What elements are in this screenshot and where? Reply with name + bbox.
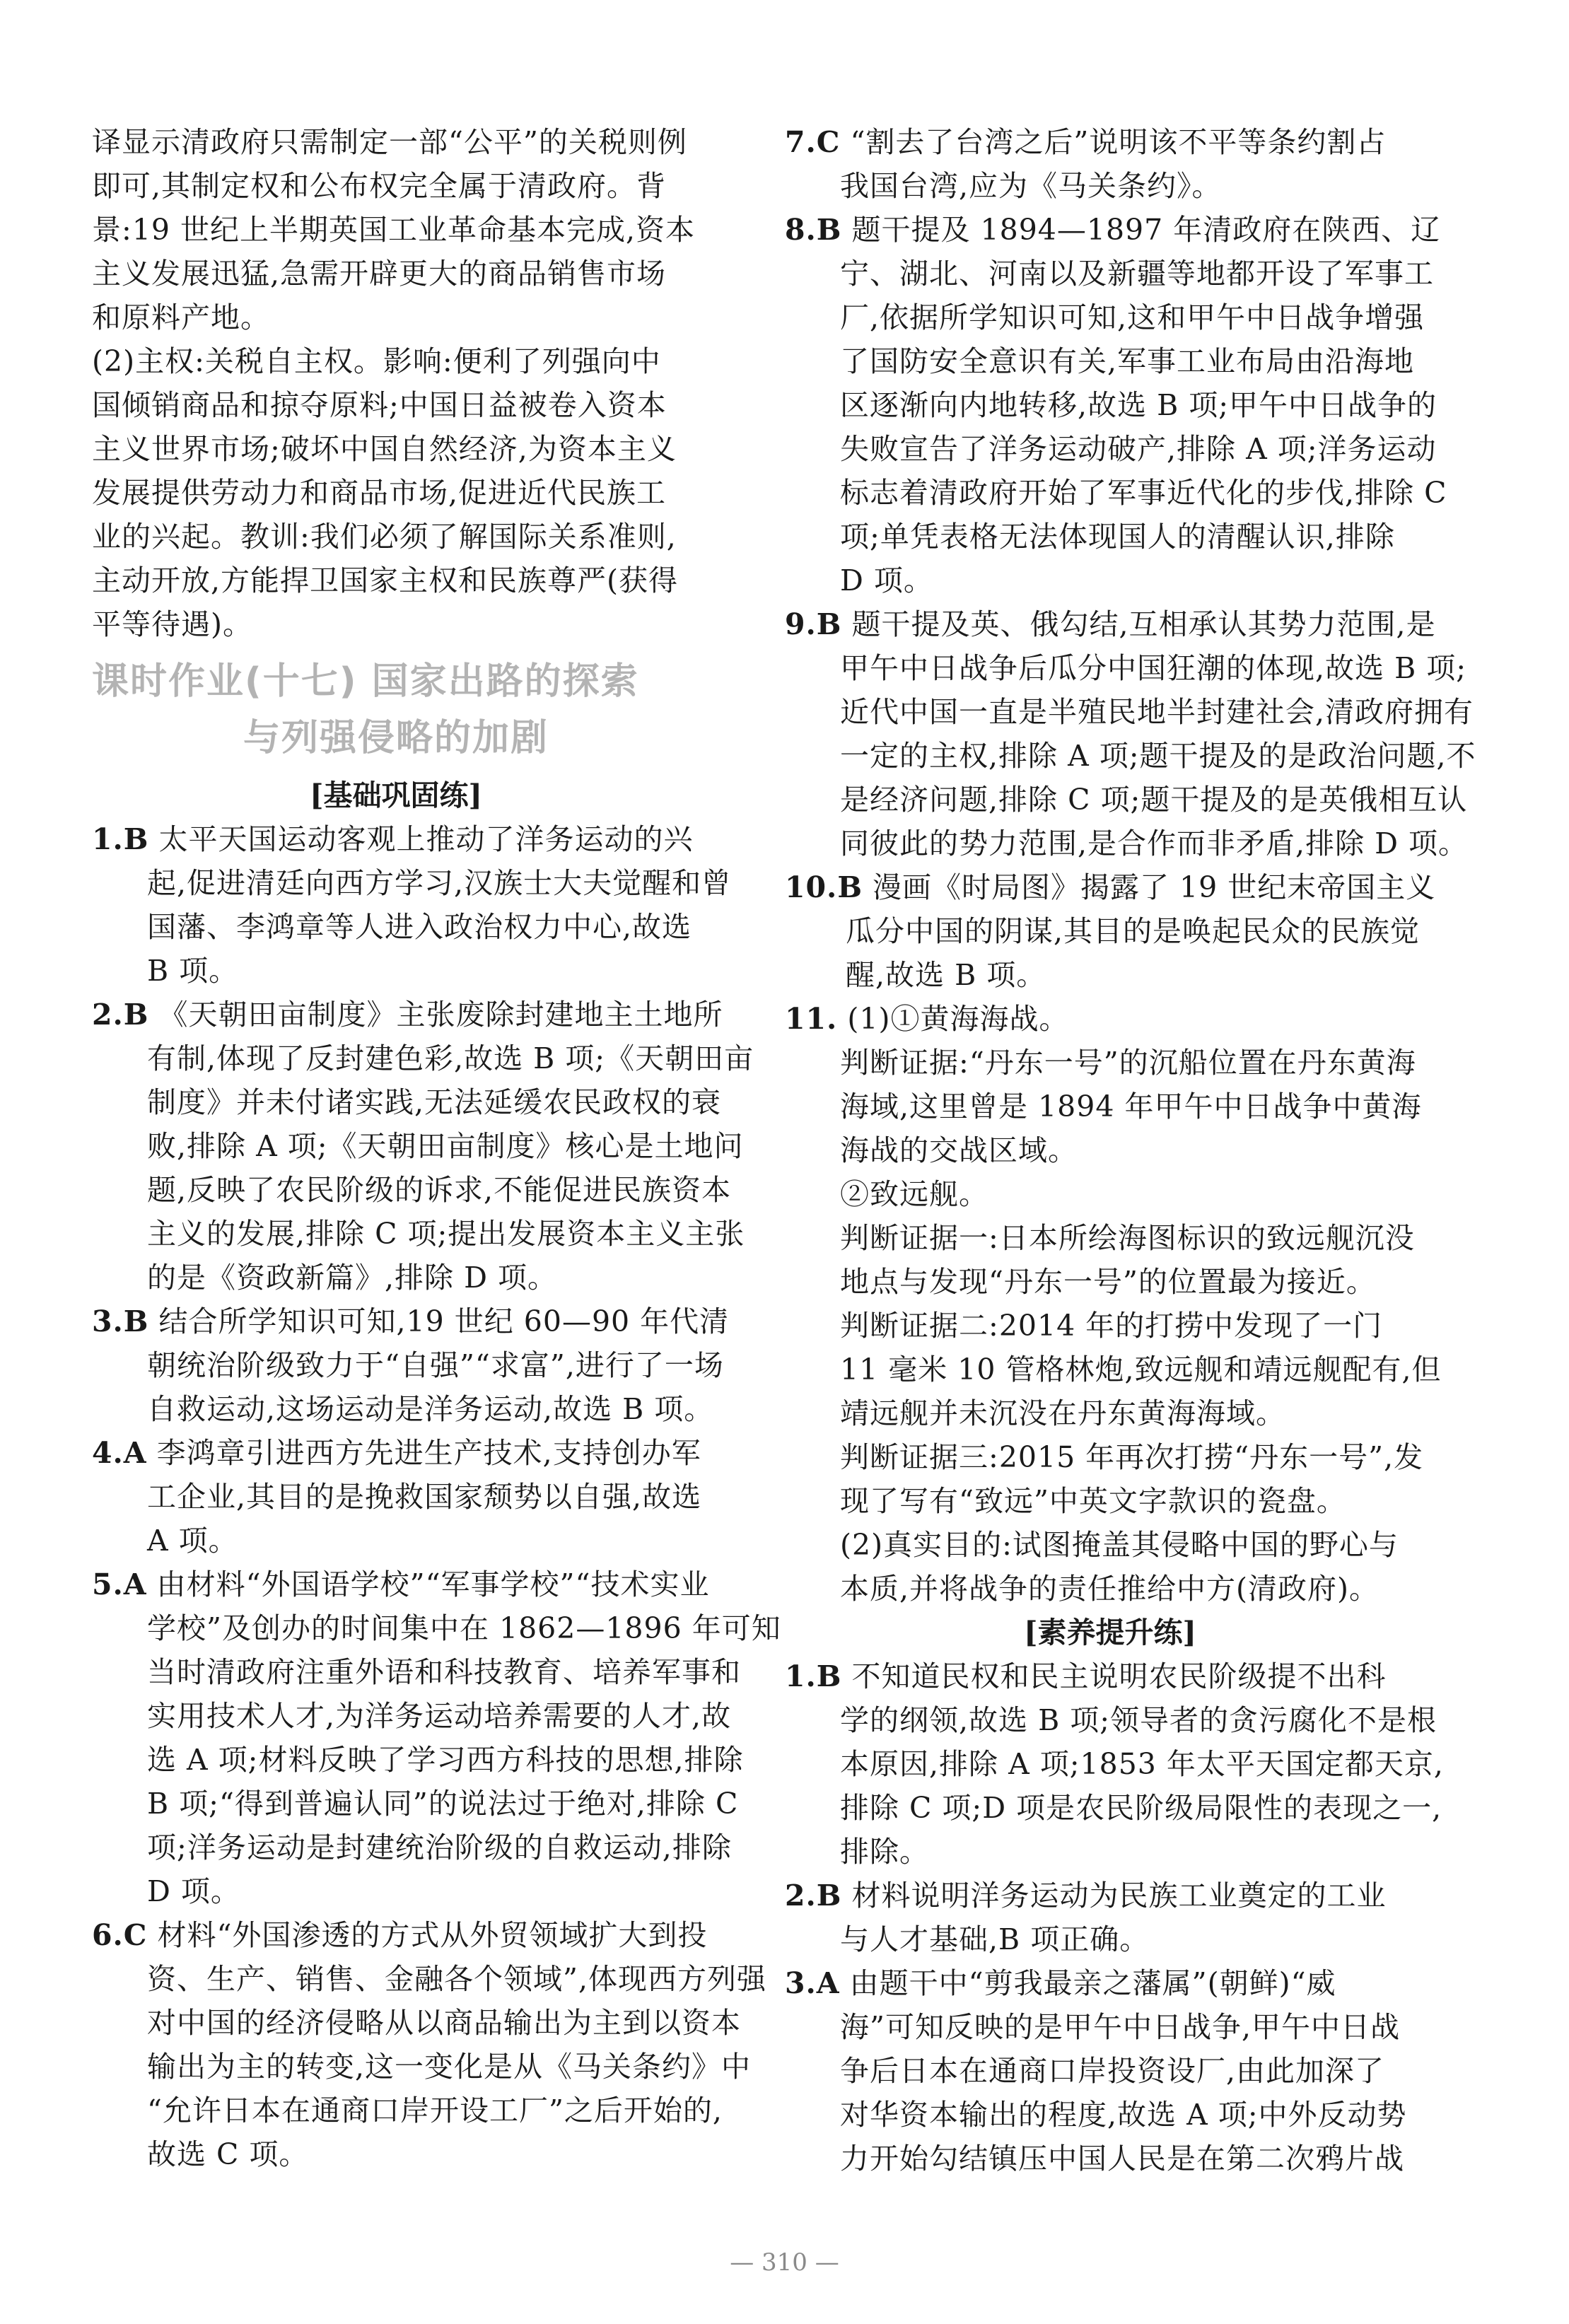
answer-line: 现了写有“致远”中英文字款识的瓷盘。	[840, 1484, 1346, 1518]
improve-answer-1	[785, 1654, 1444, 1874]
page-number: — 310 —	[730, 2248, 839, 2277]
answer-line: 输出为主的转变,这一变化是从《马关条约》中	[147, 2050, 752, 2084]
answer-number: 8.B	[785, 213, 842, 247]
answer-line	[785, 1961, 1435, 2005]
answer-line	[92, 817, 700, 861]
answer-line	[92, 1913, 708, 1957]
answer-number: 7.C	[785, 125, 841, 159]
spacer	[92, 646, 700, 653]
answer-text: 由题干中“剪我最亲之藩属”(朝鲜)“威	[839, 1966, 1336, 2000]
intro-line: 国倾销商品和掠夺原料;中国日益被卷入资本	[92, 388, 667, 422]
answer-line: 起,促进清廷向西方学习,汉族士大夫觉醒和曾	[147, 866, 732, 900]
answer-line: D 项。	[147, 1874, 240, 1908]
answer-line: 资、生产、销售、金融各个领域”,体现西方列强	[147, 1962, 766, 1996]
answer-line	[92, 1431, 700, 1475]
section-heading-improve: [素养提升练]	[1024, 1616, 1196, 1649]
answer-line	[92, 1563, 710, 1606]
answer-text: 由材料“外国语学校”“军事学校”“技术实业	[146, 1567, 710, 1601]
intro-line: 业的兴起。教训:我们必须了解国际关系准则,	[92, 520, 677, 554]
answer-line: 主义的发展,排除 C 项;提出发展资本主义主张	[147, 1217, 745, 1251]
answer-line	[785, 997, 1435, 1041]
answer-number: 2.B	[785, 1879, 842, 1913]
answer-line: 宁、湖北、河南以及新疆等地都开设了军事工	[840, 257, 1434, 291]
answer-text: 李鸿章引进西方先进生产技术,支持创办军	[146, 1436, 701, 1470]
answer-line: B 项。	[147, 954, 239, 988]
answer-line: 同彼此的势力范围,是合作而非矛盾,排除 D 项。	[840, 827, 1469, 860]
answer-line: 失败宣告了洋务运动破产,排除 A 项;洋务运动	[840, 432, 1437, 466]
answer-line: 海”可知反映的是甲午中日战争,甲午中日战	[840, 2010, 1400, 2044]
basic-answer-4	[785, 865, 1435, 997]
left-column	[92, 120, 781, 2176]
basic-answer-6	[92, 1913, 766, 2176]
answer-line: 海战的交战区域。	[840, 1133, 1078, 1167]
answer-line: 判断证据二:2014 年的打捞中发现了一门	[840, 1309, 1383, 1343]
answer-line: 判断证据三:2015 年再次打捞“丹东一号”,发	[840, 1440, 1424, 1474]
intro-line: 译显示清政府只需制定一部“公平”的关税则例	[92, 125, 687, 159]
answer-line	[785, 208, 1441, 252]
answer-line	[785, 1654, 1435, 1698]
answer-line: 甲午中日战争后瓜分中国狂潮的体现,故选 B 项;	[840, 651, 1467, 685]
basic-answer-5	[92, 1563, 781, 1913]
answer-number: 3.A	[785, 1966, 840, 2000]
answer-line: 学校”及创办的时间集中在 1862—1896 年可知	[147, 1611, 781, 1645]
intro-line: 景:19 世纪上半期英国工业革命基本完成,资本	[92, 213, 696, 247]
basic-answer-4	[92, 1431, 700, 1563]
answer-line: ②致远舰。	[840, 1177, 988, 1211]
answer-line: 题,反映了农民阶级的诉求,不能促进民族资本	[147, 1173, 732, 1207]
answer-number: 5.A	[92, 1567, 147, 1601]
answer-line: 标志着清政府开始了军事近代化的步伐,排除 C	[840, 476, 1447, 510]
answer-line: B 项;“得到普遍认同”的说法过于绝对,排除 C	[147, 1787, 739, 1821]
answer-line: 与人才基础,B 项正确。	[840, 1922, 1150, 1956]
answer-line	[92, 1300, 730, 1343]
basic-answer-1	[92, 817, 732, 993]
answer-text: 题干提及 1894—1897 年清政府在陕西、辽	[841, 213, 1441, 247]
answer-line: D 项。	[840, 564, 933, 597]
answer-line	[785, 602, 1435, 646]
answer-number: 10.B	[785, 870, 863, 904]
answer-line: (2)真实目的:试图掩盖其侵略中国的野心与	[840, 1528, 1399, 1562]
answer-line: 地点与发现“丹东一号”的位置最为接近。	[840, 1265, 1376, 1299]
answer-line: 本质,并将战争的责任推给中方(清政府)。	[840, 1572, 1380, 1606]
answer-line: 项;单凭表格无法体现国人的清醒认识,排除	[840, 520, 1395, 554]
answer-text: 漫画《时局图》揭露了 19 世纪末帝国主义	[862, 870, 1436, 904]
answer-line: 11 毫米 10 管格林炮,致远舰和靖远舰配有,但	[840, 1353, 1442, 1386]
answer-number: 1.B	[92, 822, 149, 856]
intro-line: 主动开放,方能捍卫国家主权和民族尊严(获得	[92, 564, 679, 597]
answer-line: 瓜分中国的阴谋,其目的是唤起民众的民族觉	[846, 914, 1421, 948]
basic-answer-3	[92, 1300, 730, 1431]
answer-line: 我国台湾,应为《马关条约》。	[840, 169, 1222, 203]
intro-line: 即可,其制定权和公布权完全属于清政府。背	[92, 169, 667, 203]
answer-line: 区逐渐向内地转移,故选 B 项;甲午中日战争的	[840, 388, 1437, 422]
answer-line: 自救运动,这场运动是洋务运动,故选 B 项。	[147, 1392, 714, 1426]
answer-line	[92, 993, 723, 1037]
answer-number: 6.C	[92, 1918, 148, 1952]
answer-text: 题干提及英、俄勾结,互相承认其势力范围,是	[841, 607, 1436, 641]
answer-line: 有制,体现了反封建色彩,故选 B 项;《天朝田亩	[147, 1041, 754, 1075]
intro-line: 主义世界市场;破坏中国自然经济,为资本主义	[92, 432, 677, 466]
intro-line: (2)主权:关税自主权。影响:便利了列强向中	[92, 344, 661, 378]
answer-line: 力开始勾结镇压中国人民是在第二次鸦片战	[840, 2142, 1404, 2176]
answer-line: 制度》并未付诸实践,无法延缓农民政权的衰	[147, 1085, 722, 1119]
answer-line: 故选 C 项。	[147, 2137, 309, 2171]
answer-line: 是经济问题,排除 C 项;题干提及的是英俄相互认	[840, 783, 1468, 817]
answer-line: 靖远舰并未沉没在丹东黄海海域。	[840, 1396, 1285, 1430]
intro-line: 主义发展迅猛,急需开辟更大的商品销售市场	[92, 257, 667, 291]
answer-number: 4.A	[92, 1436, 147, 1470]
basic-answer-1	[785, 120, 1435, 208]
answer-line: 厂,依据所学知识可知,这和甲午中日战争增强	[840, 300, 1425, 334]
basic-answer-2	[785, 208, 1447, 602]
basic-answer-5	[785, 997, 1442, 1611]
answer-line: 工企业,其目的是挽救国家颓势以自强,故选	[147, 1480, 702, 1514]
answer-line	[785, 1874, 1435, 1917]
section-heading-basic: [基础巩固练]	[310, 778, 482, 812]
answer-number: 11.	[785, 1002, 838, 1036]
answer-text: 结合所学知识可知,19 世纪 60—90 年代清	[148, 1304, 730, 1338]
answer-line: 朝统治阶级致力于“自强”“求富”,进行了一场	[147, 1348, 724, 1382]
answer-line: 醒,故选 B 项。	[846, 958, 1046, 992]
right-column	[785, 120, 1476, 2180]
answer-line: 排除。	[840, 1835, 929, 1869]
answer-line: 对华资本输出的程度,故选 A 项;中外反动势	[840, 2098, 1407, 2132]
intro-line: 平等待遇)。	[92, 607, 252, 641]
answer-line: 近代中国一直是半殖民地半封建社会,清政府拥有	[840, 695, 1474, 729]
answer-line: 的是《资政新篇》,排除 D 项。	[147, 1261, 557, 1295]
answer-line: 项;洋务运动是封建统治阶级的自救运动,排除	[147, 1830, 732, 1864]
basic-answer-3	[785, 602, 1476, 865]
basic-answer-2	[92, 993, 754, 1300]
intro-line: 和原料产地。	[92, 300, 270, 334]
improve-answer-3	[785, 1961, 1435, 2180]
answer-text: 不知道民权和民主说明农民阶级提不出科	[841, 1659, 1387, 1693]
answer-line: 了国防安全意识有关,军事工业布局由沿海地	[840, 344, 1415, 378]
answer-line: “允许日本在通商口岸开设工厂”之后开始的,	[147, 2094, 723, 2127]
answer-number: 1.B	[785, 1659, 842, 1693]
answer-line: 海域,这里曾是 1894 年甲午中日战争中黄海	[840, 1090, 1422, 1123]
answer-text: 太平天国运动客观上推动了洋务运动的兴	[148, 822, 694, 856]
answer-line: 国藩、李鸿章等人进入政治权力中心,故选	[147, 910, 692, 944]
intro-line: 发展提供劳动力和商品市场,促进近代民族工	[92, 476, 667, 510]
answer-line: 争后日本在通商口岸投资设厂,由此加深了	[840, 2054, 1385, 2088]
answer-line: 排除 C 项;D 项是农民阶级局限性的表现之一,	[840, 1791, 1442, 1825]
lesson-title: 课时作业(十七) 国家出路的探索	[92, 660, 639, 703]
answer-line: 当时清政府注重外语和科技教育、培养军事和	[147, 1655, 741, 1689]
answer-text: 《天朝田亩制度》主张废除封建地主土地所	[148, 998, 723, 1032]
answer-line: 选 A 项;材料反映了学习西方科技的思想,排除	[147, 1743, 744, 1777]
answer-line: 学的纲领,故选 B 项;领导者的贪污腐化不是根	[840, 1703, 1437, 1737]
answer-line: 对中国的经济侵略从以商品输出为主到以资本	[147, 2006, 741, 2040]
answer-text: 材料说明洋务运动为民族工业奠定的工业	[841, 1879, 1387, 1913]
answer-line	[785, 865, 1435, 909]
answer-line: 败,排除 A 项;《天朝田亩制度》核心是土地问	[147, 1129, 744, 1163]
answer-number: 3.B	[92, 1304, 149, 1338]
answer-text: 材料“外国渗透的方式从外贸领域扩大到投	[147, 1918, 708, 1952]
answer-line: A 项。	[147, 1524, 238, 1558]
answer-line: 判断证据:“丹东一号”的沉船位置在丹东黄海	[840, 1046, 1416, 1080]
answer-line: 判断证据一:日本所绘海图标识的致远舰沉没	[840, 1221, 1415, 1255]
answer-line	[785, 120, 1435, 164]
answer-line: 本原因,排除 A 项;1853 年太平天国定都天京,	[840, 1747, 1444, 1781]
answer-text: “割去了台湾之后”说明该不平等条约割占	[840, 125, 1387, 159]
answer-line: 一定的主权,排除 A 项;题干提及的是政治问题,不	[840, 739, 1476, 773]
answer-text: (1)①黄海海战。	[837, 1002, 1069, 1036]
improve-answer-2	[785, 1874, 1435, 1961]
answer-number: 2.B	[92, 998, 149, 1032]
spacer	[92, 766, 700, 773]
answer-number: 9.B	[785, 607, 842, 641]
answer-line: 实用技术人才,为洋务运动培养需要的人才,故	[147, 1699, 732, 1733]
lesson-subtitle: 与列强侵略的加剧	[243, 717, 549, 759]
